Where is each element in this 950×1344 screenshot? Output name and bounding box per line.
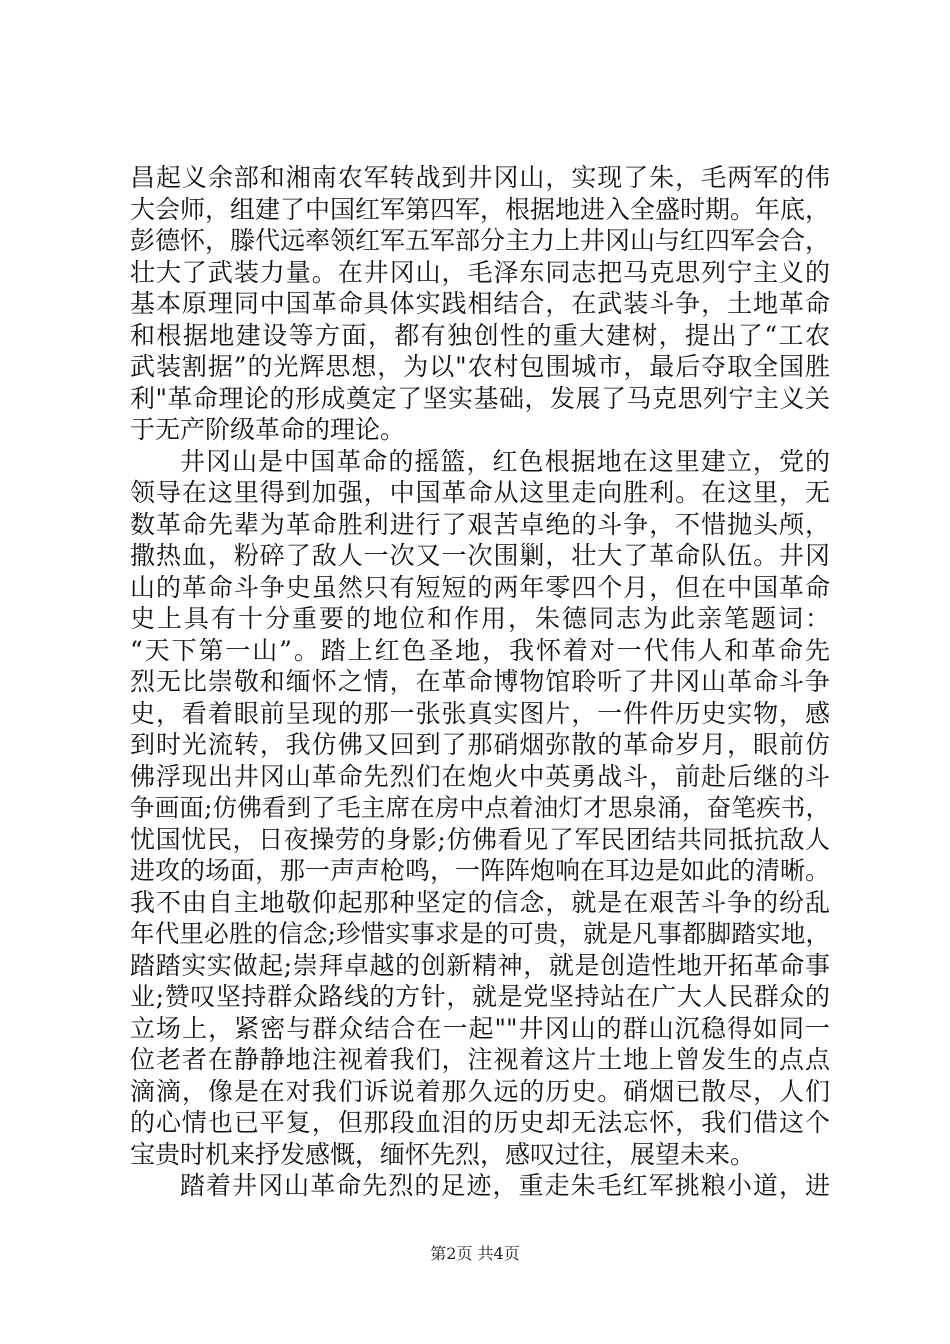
text-line: 踏踏实实做起;崇拜卓越的创新精神，就是创造性地开拓革命事 (130, 950, 830, 980)
text-line: 史，看着眼前呈现的那一张张真实图片，一件件历史实物，感 (130, 698, 830, 728)
text-line: 山的革命斗争史虽然只有短短的两年零四个月，但在中国革命 (130, 572, 830, 602)
page-footer: 第2页 共4页 (430, 1244, 520, 1263)
text-line: 我不由自主地敬仰起那种坚定的信念，就是在艰苦斗争的纷乱 (130, 887, 830, 917)
text-line: 史上具有十分重要的地位和作用，朱德同志为此亲笔题词： (130, 604, 830, 633)
text-line: 年代里必胜的信念;珍惜实事求是的可贵，就是凡事都脚踏实地， (130, 919, 830, 948)
text-line: 武装割据”的光辉思想，为以"农村包围城市，最后夺取全国胜 (130, 352, 830, 381)
text-line: 领导在这里得到加强，中国革命从这里走向胜利。在这里，无 (130, 478, 830, 507)
text-line: 昌起义余部和湘南农军转战到井冈山，实现了朱，毛两军的伟 (130, 163, 830, 192)
text-line: 烈无比崇敬和缅怀之情，在革命博物馆聆听了井冈山革命斗争 (130, 667, 830, 696)
text-line: 于无产阶级革命的理论。 (130, 415, 406, 444)
document-body (130, 162, 830, 1202)
text-line: 位老者在静静地注视着我们，注视着这片土地上曾发生的点点 (130, 1045, 830, 1074)
text-line: 井冈山是中国革命的摇篮，红色根据地在这里建立，党的 (180, 446, 830, 476)
text-line: 数革命先辈为革命胜利进行了艰苦卓绝的斗争，不惜抛头颅， (130, 509, 830, 539)
text-line: 踏着井冈山革命先烈的足迹，重走朱毛红军挑粮小道，进 (180, 1171, 830, 1200)
text-line: 业;赞叹坚持群众路线的方针，就是党坚持站在广大人民群众的 (130, 982, 830, 1011)
text-line: 和根据地建设等方面，都有独创性的重大建树，提出了“工农 (130, 320, 830, 350)
text-line: 基本原理同中国革命具体实践相结合，在武装斗争，土地革命 (130, 289, 830, 318)
text-line: 宝贵时机来抒发感慨，缅怀先烈，感叹过往，展望未来。 (130, 1139, 756, 1169)
text-line: 争画面;仿佛看到了毛主席在房中点着油灯才思泉涌，奋笔疾书， (130, 793, 830, 822)
text-line: 撒热血，粉碎了敌人一次又一次围剿，壮大了革命队伍。井冈 (130, 541, 830, 570)
text-line: 彭德怀，滕代远率领红军五军部分主力上井冈山与红四军会合， (130, 226, 831, 255)
text-line: 佛浮现出井冈山革命先烈们在炮火中英勇战斗，前赴后继的斗 (130, 761, 830, 791)
text-line: 大会师，组建了中国红军第四军，根据地进入全盛时期。年底， (130, 194, 831, 224)
text-line: 的心情也已平复，但那段血泪的历史却无法忘怀，我们借这个 (130, 1108, 830, 1137)
text-line: 进攻的场面，那一声声枪鸣，一阵阵炮响在耳边是如此的清晰。 (130, 856, 831, 885)
text-line: 忧国忧民，日夜操劳的身影;仿佛看见了军民团结共同抵抗敌人 (130, 824, 830, 854)
text-line: 利"革命理论的形成奠定了坚实基础，发展了马克思列宁主义关 (130, 383, 830, 413)
text-line: 滴滴，像是在对我们诉说着那久远的历史。硝烟已散尽，人们 (130, 1076, 830, 1106)
text-line: 到时光流转，我仿佛又回到了那硝烟弥散的革命岁月，眼前仿 (130, 730, 830, 759)
text-line: “天下第一山”。踏上红色圣地，我怀着对一代伟人和革命先 (130, 635, 830, 665)
text-line: 壮大了武装力量。在井冈山，毛泽东同志把马克思列宁主义的 (130, 257, 830, 287)
text-line: 立场上，紧密与群众结合在一起""井冈山的群山沉稳得如同一 (130, 1013, 830, 1043)
